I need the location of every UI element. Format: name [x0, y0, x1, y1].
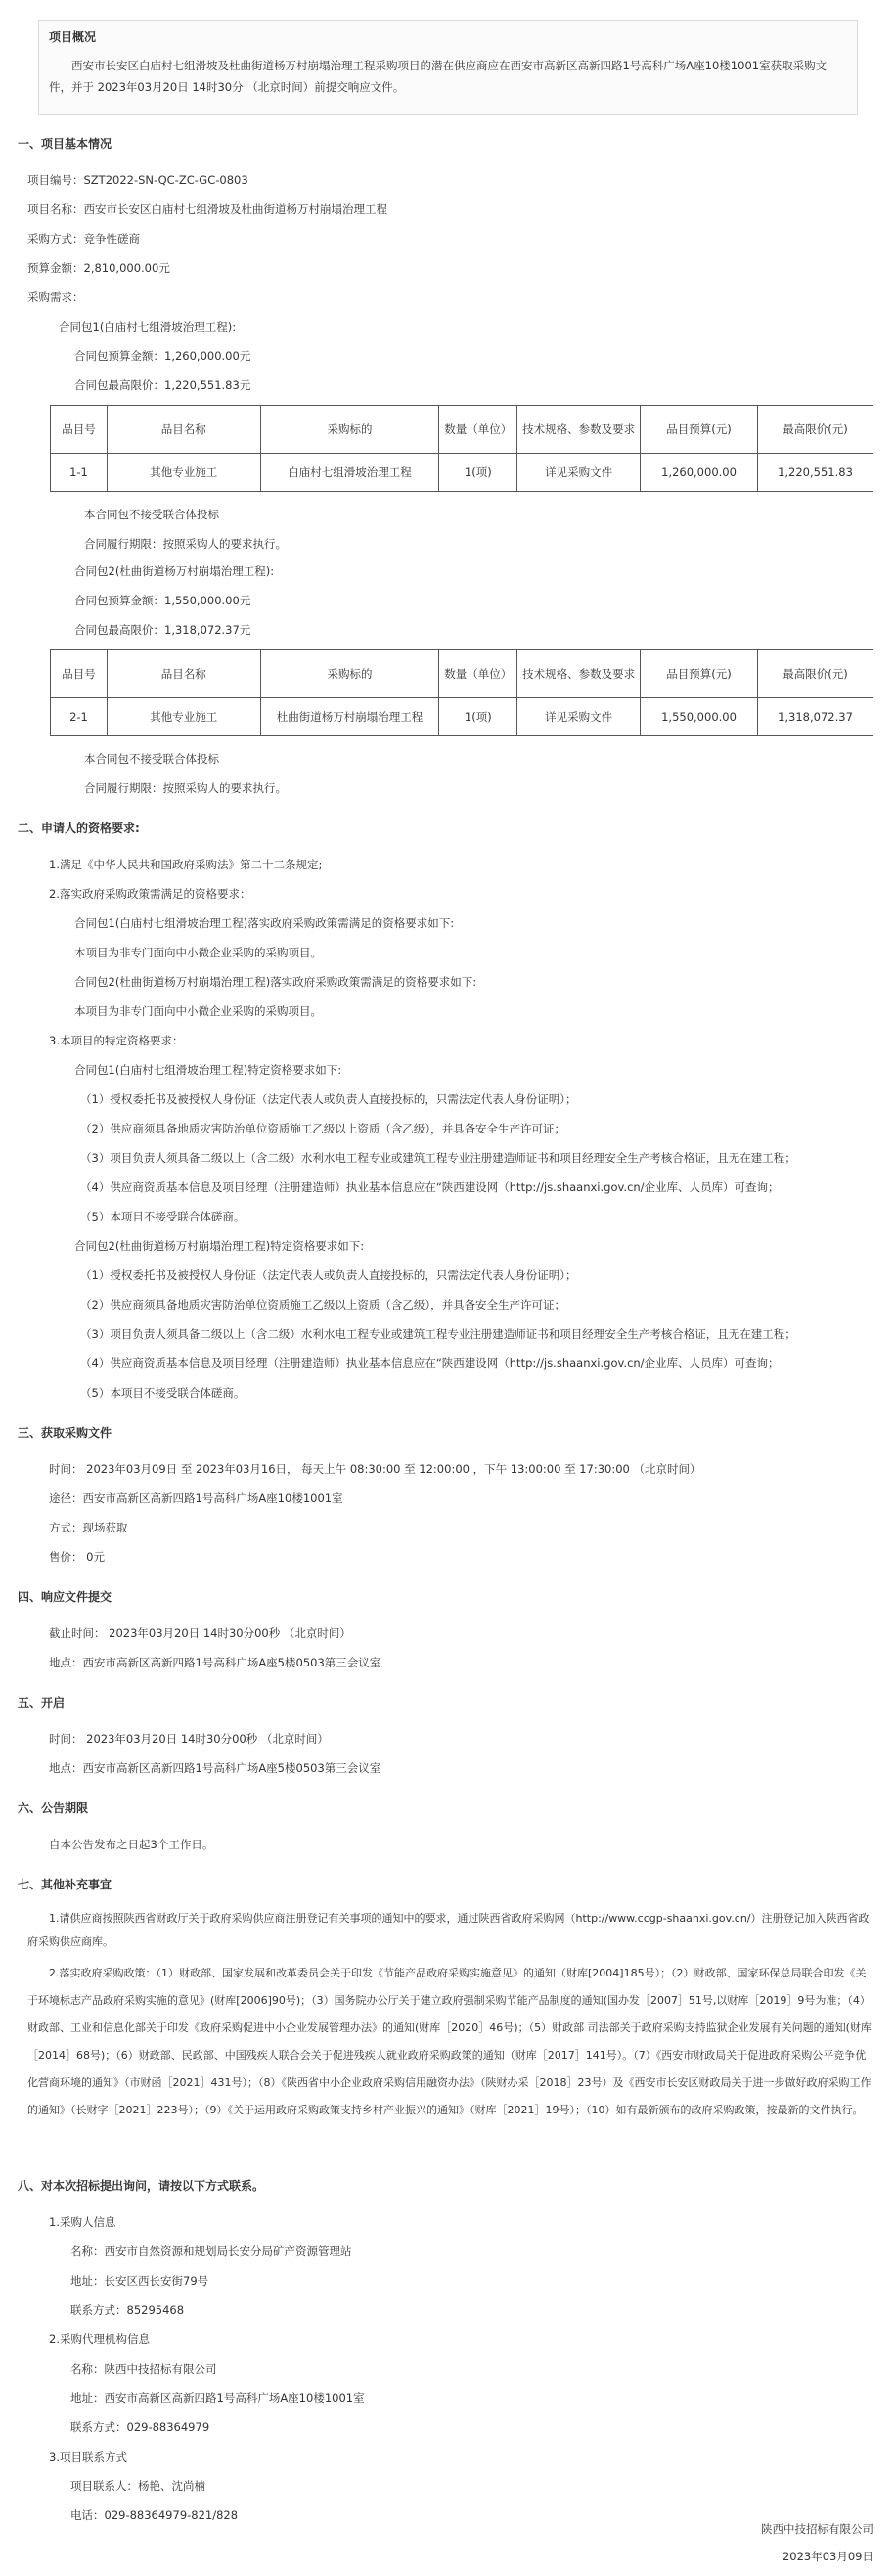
- agent-heading: 2.采购代理机构信息: [49, 2332, 150, 2346]
- procurement-method: 采购方式：竞争性磋商: [27, 232, 140, 245]
- overview-text: 西安市长安区白庙村七组滑坡及杜曲街道杨万村崩塌治理工程采购项目的潜在供应商应在西安市高新区高新四路1号高科广场A座10楼1001室获取采购文件，并于 2023年03月20日 14时30分 （北京时间）前提交响应文件。: [49, 59, 828, 94]
- supplement-2: 2.落实政府采购政策：（1）财政部、国家发展和改革委员会关于印发《节能产品政府采购实施意见》的通知（财库[2004]185号）；（2）财政部、国家环保总局联合印发《关于环境标志产品政府采购实施的意见》(财库[2006]90号)；（3）国务院办公厅关于建立政府强制采购节能产品制度的通知(国办发［2007］51号,以财库［2019］9号为准；（4）财政部、工业和信息化部关于印发《政府采购促进中小企业发展管理办法》的通知(财库［2020］46号)；（5）财政部 司法部关于政府采购支持监狱企业发展有关问题的通知(财库［2014］68号)；（6）财政部、民政部、中国残疾人联合会关于促进残疾人就业政府采购政策的通知（财库［2017］141号）。（7）《西安市财政局关于促进政府采购公平竞争优化营商环境的通知》（市财函［2021］431号）；（8）《陕西省中小企业政府采购信用融资办法》（陕财办采［2018］23号）及《西安市长安区财政局关于进一步做好政府采购工作的通知》（长财字［2021］223号）；（9）《关于运用政府采购政策支持乡村产业振兴的通知》（财库［2021］19号）；（10）如有最新颁布的政府采购政策，按最新的文件执行。: [27, 1967, 872, 2116]
- table-cell: 1,220,551.83: [757, 454, 873, 492]
- table-header: 采购标的: [260, 406, 439, 454]
- table-header: 品目号: [51, 650, 108, 698]
- specific-package-2: 合同包2(杜曲街道杨万村崩塌治理工程)特定资格要求如下:: [74, 1239, 365, 1253]
- table-cell: 1,260,000.00: [641, 454, 758, 492]
- req-item: （3）项目负责人须具备二级以上（含二级）水利水电工程专业或建筑工程专业注册建造师证书和项目经理安全生产考核合格证，且无在建工程；: [80, 1327, 796, 1341]
- table-cell: 1,318,072.37: [757, 698, 873, 736]
- req-item: （1）授权委托书及被授权人身份证（法定代表人或负责人直接投标的，只需法定代表人身份证明）；: [80, 1092, 577, 1106]
- section-3-title: 三、获取采购文件: [18, 1426, 112, 1440]
- package-2-period: 合同履行期限：按照采购人的要求执行。: [84, 781, 287, 795]
- overview-title: 项目概况: [49, 30, 97, 44]
- package-2-title: 合同包2(杜曲街道杨万村崩塌治理工程):: [74, 564, 275, 578]
- acquire-place: 途径：西安市高新区高新四路1号高科广场A座10楼1001室: [49, 1491, 343, 1505]
- package-1-period: 合同履行期限：按照采购人的要求执行。: [84, 537, 287, 551]
- table-header: 品目预算(元): [641, 650, 758, 698]
- policy-package-2-text: 本项目为非专门面向中小微企业采购的采购项目。: [74, 1004, 322, 1018]
- table-header: 品目名称: [107, 406, 260, 454]
- table-header: 技术规格、参数及要求: [517, 406, 641, 454]
- req-item: （5）本项目不接受联合体磋商。: [80, 1210, 246, 1223]
- project-number: 项目编号：SZT2022-SN-QC-ZC-GC-0803: [27, 173, 248, 187]
- table-cell: 1(项): [439, 698, 517, 736]
- package-1-budget: 合同包预算金额：1,260,000.00元: [74, 349, 251, 363]
- table-cell: 1,550,000.00: [641, 698, 758, 736]
- req-item: （2）供应商须具备地质灾害防治单位资质施工乙级以上资质（含乙级），并具备安全生产许可证；: [80, 1122, 566, 1135]
- package-2-budget: 合同包预算金额：1,550,000.00元: [74, 594, 251, 607]
- section-1-title: 一、项目基本情况: [18, 137, 112, 151]
- table-cell: 1(项): [439, 454, 517, 492]
- package-1-max-price: 合同包最高限价：1,220,551.83元: [74, 378, 251, 392]
- package-2-max-price: 合同包最高限价：1,318,072.37元: [74, 623, 251, 637]
- opening-place: 地点：西安市高新区高新四路1号高科广场A座5楼0503第三会议室: [49, 1761, 381, 1775]
- procurement-needs: 采购需求：: [27, 290, 84, 304]
- table-cell: 详见采购文件: [517, 698, 641, 736]
- package-1-consortium: 本合同包不接受联合体投标: [84, 508, 219, 521]
- section-4-title: 四、响应文件提交: [18, 1590, 112, 1604]
- table-header: 最高限价(元): [757, 406, 873, 454]
- table-row: [51, 454, 873, 492]
- section-7-title: 七、其他补充事宜: [18, 1878, 112, 1891]
- agent-address: 地址：西安市高新区高新四路1号高科广场A座10楼1001室: [70, 2391, 365, 2405]
- signature-org: 陕西中技招标有限公司: [761, 2522, 873, 2536]
- agent-name: 名称：陕西中技招标有限公司: [70, 2362, 217, 2376]
- package-2-table: [50, 649, 873, 736]
- req-item: （5）本项目不接受联合体磋商。: [80, 1386, 246, 1399]
- buyer-name: 名称：西安市自然资源和规划局长安分局矿产资源管理站: [70, 2244, 352, 2258]
- table-header: 数量（单位）: [439, 650, 517, 698]
- req-item: （4）供应商资质基本信息及项目经理（注册建造师）执业基本信息应在“陕西建设网（http://js.shaanxi.gov.cn/企业库、人员库）可查询；: [80, 1180, 780, 1194]
- table-cell: 1-1: [51, 454, 108, 492]
- contact-heading: 3.项目联系方式: [49, 2450, 127, 2464]
- policy-package-2: 合同包2(杜曲街道杨万村崩塌治理工程)落实政府采购政策需满足的资格要求如下:: [74, 975, 477, 989]
- buyer-phone: 联系方式：85295468: [70, 2303, 185, 2317]
- section-6-title: 六、公告期限: [18, 1801, 89, 1815]
- budget-amount: 预算金额：2,810,000.00元: [27, 261, 170, 275]
- policy-package-1: 合同包1(白庙村七组滑坡治理工程)落实政府采购政策需满足的资格要求如下:: [74, 916, 455, 930]
- package-1-table: [50, 405, 873, 492]
- section-5-title: 五、开启: [18, 1696, 66, 1710]
- qualification-2: 2.落实政府采购政策需满足的资格要求：: [49, 887, 251, 901]
- table-header: 采购标的: [260, 650, 439, 698]
- submit-place: 地点：西安市高新区高新四路1号高科广场A座5楼0503第三会议室: [49, 1656, 381, 1669]
- notice-period: 自本公告发布之日起3个工作日。: [49, 1838, 214, 1851]
- table-row: [51, 698, 873, 736]
- table-header: 品目预算(元): [641, 406, 758, 454]
- policy-package-1-text: 本项目为非专门面向中小微企业采购的采购项目。: [74, 946, 322, 959]
- signature-date: 2023年03月09日: [782, 2550, 873, 2563]
- table-header: 最高限价(元): [757, 650, 873, 698]
- req-item: （3）项目负责人须具备二级以上（含二级）水利水电工程专业或建筑工程专业注册建造师证书和项目经理安全生产考核合格证，且无在建工程；: [80, 1151, 796, 1165]
- table-cell: 2-1: [51, 698, 108, 736]
- buyer-address: 地址：长安区西长安街79号: [70, 2274, 209, 2287]
- buyer-heading: 1.采购人信息: [49, 2215, 116, 2229]
- table-header: 数量（单位）: [439, 406, 517, 454]
- section-2-title: 二、申请人的资格要求:: [18, 822, 140, 835]
- req-item: （4）供应商资质基本信息及项目经理（注册建造师）执业基本信息应在“陕西建设网（http://js.shaanxi.gov.cn/企业库、人员库）可查询；: [80, 1356, 780, 1370]
- contact-phone: 电话：029-88364979-821/828: [70, 2509, 239, 2522]
- table-header: 品目号: [51, 406, 108, 454]
- qualification-3: 3.本项目的特定资格要求：: [49, 1034, 184, 1047]
- agent-phone: 联系方式：029-88364979: [70, 2421, 210, 2434]
- qualification-1: 1.满足《中华人民共和国政府采购法》第二十二条规定;: [49, 858, 323, 871]
- acquire-time: 时间： 2023年03月09日 至 2023年03月16日， 每天上午 08:30:00 至 12:00:00 ，下午 13:00:00 至 17:30:00 （北京时间）: [49, 1462, 701, 1476]
- req-item: （1）授权委托书及被授权人身份证（法定代表人或负责人直接投标的，只需法定代表人身份证明）；: [80, 1268, 577, 1282]
- req-item: （2）供应商须具备地质灾害防治单位资质施工乙级以上资质（含乙级），并具备安全生产许可证；: [80, 1298, 566, 1311]
- submit-deadline: 截止时间： 2023年03月20日 14时30分00秒 （北京时间）: [49, 1626, 351, 1640]
- contact-person: 项目联系人：杨艳、沈尚楠: [70, 2479, 205, 2493]
- table-cell: 白庙村七组滑坡治理工程: [260, 454, 439, 492]
- supplement-1: 1.请供应商按照陕西省财政厅关于政府采购供应商注册登记有关事项的通知中的要求，通过陕西省政府采购网（http://www.ccgp-shaanxi.gov.cn/）注册登记加入陕西省政府采购供应商库。: [27, 1912, 870, 1948]
- package-2-consortium: 本合同包不接受联合体投标: [84, 752, 219, 766]
- table-header: 技术规格、参数及要求: [517, 650, 641, 698]
- package-1-title: 合同包1(白庙村七组滑坡治理工程):: [59, 320, 237, 333]
- table-cell: 其他专业施工: [107, 454, 260, 492]
- opening-time: 时间： 2023年03月20日 14时30分00秒 （北京时间）: [49, 1732, 329, 1746]
- project-name: 项目名称：西安市长安区白庙村七组滑坡及杜曲街道杨万村崩塌治理工程: [27, 202, 387, 216]
- acquire-price: 售价： 0元: [49, 1550, 105, 1564]
- table-cell: 详见采购文件: [517, 454, 641, 492]
- project-overview-box: [38, 20, 858, 115]
- section-8-title: 八、对本次招标提出询问，请按以下方式联系。: [18, 2179, 265, 2193]
- table-cell: 杜曲街道杨万村崩塌治理工程: [260, 698, 439, 736]
- acquire-mode: 方式：现场获取: [49, 1521, 128, 1534]
- table-cell: 其他专业施工: [107, 698, 260, 736]
- table-header: 品目名称: [107, 650, 260, 698]
- specific-package-1: 合同包1(白庙村七组滑坡治理工程)特定资格要求如下:: [74, 1063, 342, 1077]
